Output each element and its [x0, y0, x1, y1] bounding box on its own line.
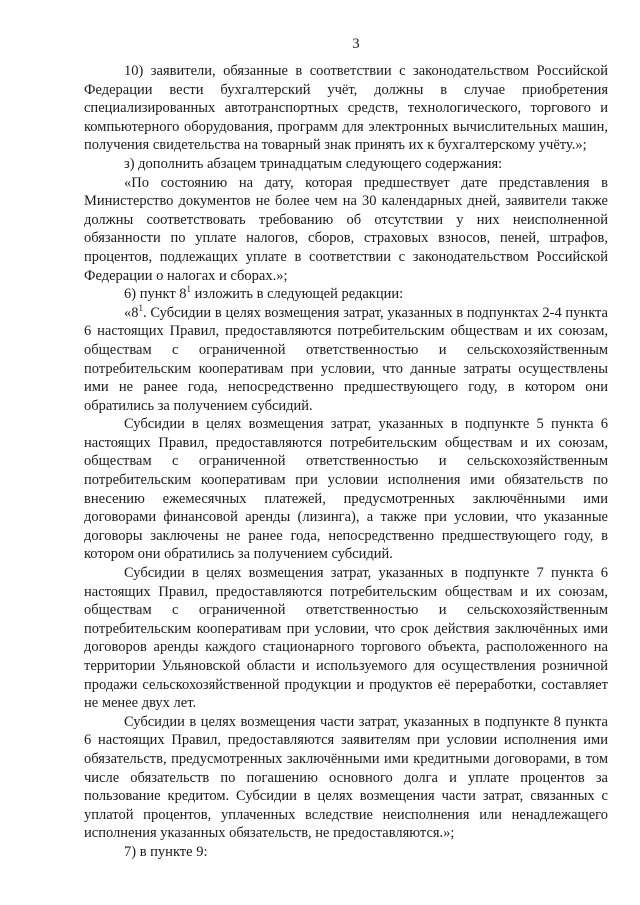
item6-superscript: 1: [186, 284, 192, 295]
item6-before: 6) пункт 8: [124, 286, 187, 303]
item6-after: изложить в следующей редакции:: [191, 286, 404, 303]
paragraph-item-6: [84, 285, 608, 304]
paragraph-subsidy-item-8: Субсидии в целях возмещения части затрат, указанных в подпункте 8 пункта 6 настоящих Правил, предоставляются заявителям при условии исполнения ими обязательств, предусмотренных заключёнными ими кредитными договорами, в том числе обязательств по погашению основного долга и уплате процентов за пользование кредитом. Субсидии в целях возмещения части затрат, связанных с уплатой процентов, уплаченных вследствие неисполнения или ненадлежащего исполнения указанных обязательств, не предоставляются.»;: [84, 713, 608, 842]
point-8-1-before: «8: [124, 304, 139, 321]
page-number: 3: [352, 36, 360, 52]
point-8-1-after: . Субсидии в целях возмещения затрат, указанных в подпунктах 2-4 пункта 6 настоящих Правил, предоставляются потребительским обществам и их союзам, обществам с ограниченной ответственностью и сельскохозяйственным потребительским кооперативам при условии, что данные затраты осуществлены ими не ранее года, непосредственно предшествующего году, в котором они обратились за получением субсидий.: [84, 304, 608, 414]
paragraph-item-7: 7) в пункте 9:: [124, 843, 208, 860]
paragraph-subsidy-item-5: Субсидии в целях возмещения затрат, указанных в подпункте 5 пункта 6 настоящих Правил, предоставляются потребительским обществам и их союзам, обществам с ограниченной ответственностью и сельскохозяйственным потребительским кооперативам при условии исполнения ими обязательств по внесению ежемесячных платежей, предусмотренных заключёнными ими договорами финансовой аренды (лизинга), а также при условии, что указанные договоры заключены не ранее года, непосредственно предшествующего году, в котором они обратились за получением субсидий.: [84, 416, 608, 563]
paragraph-tax-requirement: «По состоянию на дату, которая предшествует дате представления в Министерство документов не более чем на 30 календарных дней, заявители также должны соответствовать требованию об отсутствии у них неисполненной обязанности по уплате налогов, сборов, страховых взносов, пеней, штрафов, процентов, подлежащих уплате в соответствии с законодательством Российской Федерации о налогах и сборах.»;: [84, 174, 608, 284]
paragraph-point-8-1: [84, 304, 608, 416]
point-8-1-superscript: 1: [138, 302, 143, 313]
paragraph-item-z: з) дополнить абзацем тринадцатым следующего содержания:: [124, 155, 503, 172]
paragraph-item-10: 10) заявители, обязанные в соответствии с законодательством Российской Федерации вести бухгалтерский учёт, должны в случае приобретения специализированных автотранспортных средств, технологического, торгового и компьютерного оборудования, программ для электронных вычислительных машин, получения свидетельства на товарный знак принять их к бухгалтерскому учёту.»;: [84, 63, 608, 154]
paragraph-subsidy-item-7: Субсидии в целях возмещения затрат, указанных в подпункте 7 пункта 6 настоящих Правил, предоставляются потребительским обществам и их союзам, обществам с ограниченной ответственностью и сельскохозяйственным потребительским кооперативам при условии, что срок действия заключённых ими договоров аренды каждого стационарного торгового объекта, расположенного на территории Ульяновской области и используемого для осуществления розничной продажи сельскохозяйственной продукции и продуктов её переработки, составляет не менее двух лет.: [84, 565, 608, 712]
